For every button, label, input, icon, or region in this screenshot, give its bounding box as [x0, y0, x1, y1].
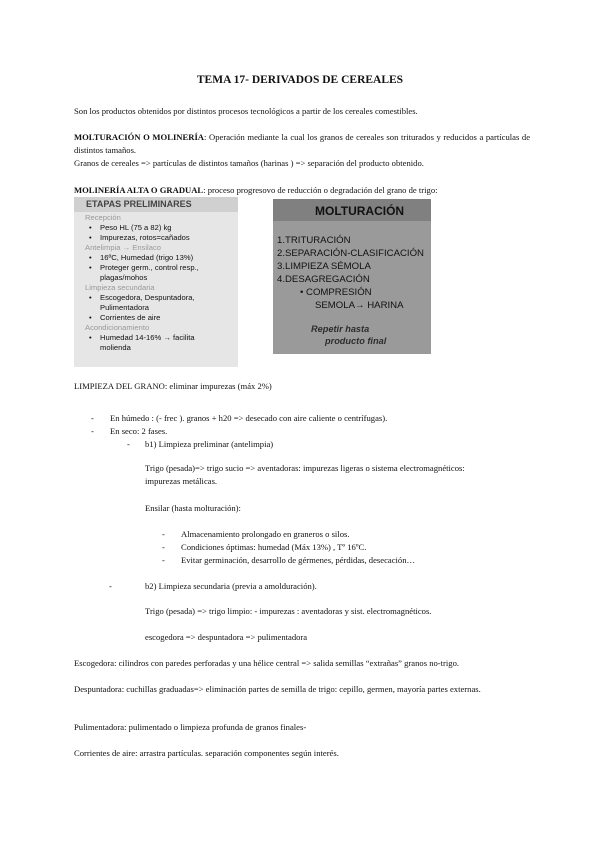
- bullet-dash: -: [162, 529, 165, 539]
- intro-paragraph: Son los productos obtenidos por distintos procesos tecnológicos a partir de los cereales comestibles.: [74, 106, 418, 116]
- molt-sub-compresion: • COMPRESIÓN: [300, 287, 372, 298]
- molineria-alta-definition: : proceso progresovo de reducción o degradación del grano de trigo:: [203, 185, 438, 195]
- molt-note-1: Repetir hasta: [311, 324, 370, 334]
- etapa-section-label: Limpieza secundaria: [85, 283, 155, 293]
- molt-sub-semola: SEMOLA→ HARINA: [315, 300, 404, 311]
- etapas-box-content: [74, 213, 238, 353]
- molturacion-definition: : Operación mediante la cual los granos de cereales son triturados y reducidos a partículas de distintos tamaños.: [74, 132, 531, 155]
- etapa-section-label: Antelimpia → Ensilaco: [85, 243, 161, 253]
- etapa-item: • Corrientes de aire: [74, 313, 238, 323]
- molturacion-paragraph: [74, 131, 530, 157]
- etapa-item: • Impurezas, rotos=cañados: [74, 233, 238, 243]
- molt-note-2: producto final: [325, 336, 387, 346]
- ensilar-heading: Ensilar (hasta molturación):: [145, 503, 241, 513]
- b2-text: Trigo (pesada) => trigo limpio: - impurezas : aventadoras y sist. electromagnéticos.: [145, 606, 432, 616]
- molt-step-3: 3.LIMPIEZA SÉMOLA: [277, 261, 371, 272]
- molt-step-2: 2.SEPARACIÓN-CLASIFICACIÓN: [277, 248, 424, 259]
- etapas-preliminares-box: [74, 197, 238, 367]
- b1-text-line1: Trigo (pesada)=> trigo sucio => aventadoras: impurezas ligeras o sistema electromagnéticos:: [145, 463, 465, 473]
- etapa-item: • Peso HL (75 a 82) kg: [74, 223, 238, 233]
- ensilar-item-3: Evitar germinación, desarrollo de gérmenes, pérdidas, desecación…: [181, 555, 416, 565]
- ensilar-item-1: Almacenamiento prolongado en graneros o silos.: [181, 529, 350, 539]
- molt-step-1: 1.TRITURACIÓN: [277, 235, 351, 246]
- etapa-item: • Escogedora, Despuntadora,: [74, 293, 238, 303]
- b1-text-line2: impurezas metálicas.: [145, 476, 218, 486]
- page-title: TEMA 17- DERIVADOS DE CEREALES: [196, 74, 404, 86]
- escogedora-paragraph: Escogedora: cilindros con paredes perforadas y una hélice central => salida semillas “extrañas” granos no-trigo.: [74, 658, 460, 668]
- corrientes-paragraph: Corrientes de aire: arrastra partículas. separación componentes según interés.: [74, 748, 339, 758]
- etapa-item: Pulimentadora: [100, 303, 149, 313]
- molturacion-box: [273, 199, 431, 354]
- bullet-dash: -: [162, 555, 165, 565]
- bullet-dash: -: [91, 413, 94, 423]
- bullet-dash: -: [127, 439, 130, 449]
- pulimentadora-paragraph: Pulimentadora: pulimentado o limpieza profunda de granos finales-: [74, 722, 307, 732]
- molt-step-4: 4.DESAGREGACIÓN: [277, 274, 370, 285]
- molineria-alta-paragraph: [74, 184, 530, 197]
- etapa-item: molienda: [100, 343, 131, 353]
- limpieza-seco: En seco: 2 fases.: [110, 426, 168, 436]
- bullet-dash: -: [109, 581, 112, 591]
- bullet-dash: -: [162, 542, 165, 552]
- etapa-item: • Proteger germ., control resp.,: [74, 263, 238, 273]
- molturacion-box-header: MOLTURACIÓN: [273, 199, 431, 221]
- limpieza-humedo: En húmedo : (- frec ). granos + h20 => desecado con aire caliente o centrífugas).: [110, 413, 388, 423]
- molturacion-term: MOLTURACIÓN O MOLINERÍA: [74, 132, 205, 142]
- etapa-section-label: Recepción: [85, 213, 121, 222]
- b2-chain: escogedora => despuntadora => pulimentadora: [145, 632, 308, 642]
- etapa-item: • Humedad 14-16% → facilita: [74, 333, 238, 343]
- despuntadora-paragraph: Despuntadora: cuchillas graduadas=> eliminación partes de semilla de trigo: cepillo, germen, mayoría partes externas.: [74, 684, 481, 694]
- ensilar-item-2: Condiciones óptimas: humedad (Máx 13%) , Tº 16ºC.: [181, 542, 367, 552]
- etapa-section-label: Acondicionamiento: [85, 323, 150, 333]
- etapa-item: plagas/mohos: [100, 273, 148, 283]
- limpieza-b2: b2) Limpieza secundaria (previa a amolduración).: [145, 581, 317, 591]
- bullet-dash: -: [91, 426, 94, 436]
- etapa-item: • 16ºC, Humedad (trigo 13%): [74, 253, 238, 263]
- molturacion-scheme: Granos de cereales => partículas de distintos tamaños (harinas ) => separación del producto obtenido.: [74, 158, 424, 168]
- molineria-alta-term: MOLINERÍA ALTA O GRADUAL: [74, 185, 204, 195]
- limpieza-b1: b1) Limpieza preliminar (antelimpia): [145, 439, 274, 449]
- etapas-box-header: ETAPAS PRELIMINARES: [74, 197, 238, 212]
- limpieza-heading: LIMPIEZA DEL GRANO: eliminar impurezas (máx 2%): [74, 381, 272, 391]
